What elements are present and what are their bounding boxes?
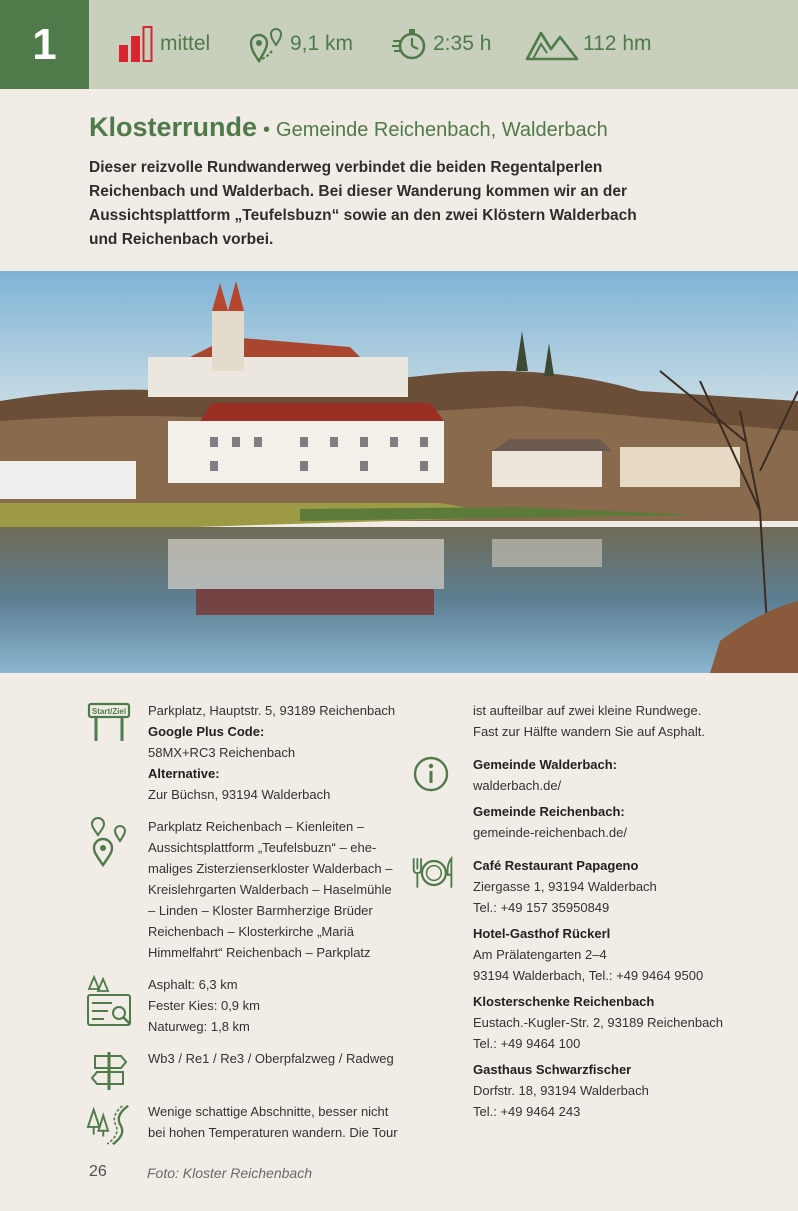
restaurant-name: Gasthaus Schwarzfischer (473, 1062, 632, 1077)
surface-line: Asphalt: 6,3 km (148, 977, 238, 992)
shade-line: ist aufteilbar auf zwei kleine Rundwege. (473, 703, 702, 718)
title-sub: Gemeinde Reichenbach, Walderbach (276, 119, 608, 141)
google-plus-code-value: 58MX+RC3 Reichenbach (148, 745, 296, 760)
start-finish-sign-icon (86, 701, 132, 743)
elevation-stat (525, 24, 652, 64)
restaurant-detail: Tel.: +49 157 35950849 (473, 900, 610, 915)
monastery-landscape-photo (0, 271, 798, 673)
difficulty-bars-icon (118, 25, 156, 63)
photo-credit: Foto: Kloster Reichenbach (147, 1165, 312, 1181)
info-icon (408, 755, 454, 793)
surface-terrain-icon (86, 975, 132, 1031)
stopwatch-icon (391, 25, 429, 63)
start-address: Parkplatz, Hauptstr. 5, 93189 Reichenbach (148, 703, 396, 718)
route-pin-icon (248, 25, 286, 63)
restaurant-detail: Tel.: +49 9464 243 (473, 1104, 581, 1119)
info-name: Gemeinde Reichenbach: (473, 804, 625, 819)
route-line: Reichenbach – Klosterkirche „Mariä (148, 924, 354, 939)
restaurant-icon (410, 855, 456, 891)
intro-line: Dieser reizvolle Rundwanderweg verbindet die beiden Regentalperlen (89, 159, 603, 176)
title-separator: • (263, 119, 271, 141)
tour-title (89, 112, 779, 143)
restaurant-detail: Dorfstr. 18, 93194 Walderbach (473, 1083, 649, 1098)
gastronomy-list (473, 855, 783, 1122)
intro-line: Aussichtsplattform „Teufelsbuzn“ sowie an den zwei Klöstern Walderbach (89, 207, 637, 224)
intro-line: und Reichenbach vorbei. (89, 231, 274, 248)
title-main: Klosterrunde (89, 112, 258, 142)
duration-value: 2:35 h (433, 32, 492, 55)
mountain-icon (525, 25, 579, 63)
surface-info (148, 974, 408, 1037)
distance-stat (248, 24, 353, 64)
route-line: Kreislehrgarten Walderbach – Haselmühle (148, 882, 392, 897)
header-bar (0, 0, 798, 89)
shade-line: Wenige schattige Abschnitte, besser nicht (148, 1104, 389, 1119)
info-link[interactable]: walderbach.de/ (473, 778, 562, 793)
forest-path-icon (86, 1103, 132, 1147)
restaurant-name: Café Restaurant Papageno (473, 858, 639, 873)
info-link[interactable]: gemeinde-reichenbach.de/ (473, 825, 627, 840)
google-plus-code-label: Google Plus Code: (148, 724, 265, 739)
tour-photo (0, 271, 798, 673)
restaurant-detail: Ziergasse 1, 93194 Walderbach (473, 879, 657, 894)
shade-info (148, 1101, 408, 1143)
elevation-value: 112 hm (583, 32, 652, 55)
duration-stat (391, 24, 491, 64)
difficulty-stat (118, 24, 210, 64)
intro-line: Reichenbach und Walderbach. Bei dieser Wanderung kommen wir an der (89, 183, 628, 200)
restaurant-detail: Am Prälatengarten 2–4 (473, 947, 607, 962)
start-finish-sign-text: Start/Ziel (91, 707, 127, 716)
signage-value: Wb3 / Re1 / Re3 / Oberpfalzweg / Radweg (148, 1051, 394, 1066)
intro-paragraph (89, 156, 649, 252)
tour-number: 1 (0, 0, 89, 89)
shade-info-continued (473, 700, 773, 742)
route-line: – Linden – Kloster Barmherzige Brüder (148, 903, 373, 918)
alternative-label: Alternative: (148, 766, 220, 781)
shade-line: bei hohen Temperaturen wandern. Die Tour (148, 1125, 398, 1140)
route-description (148, 816, 408, 963)
restaurant-detail: Tel.: +49 9464 100 (473, 1036, 581, 1051)
page-number: 26 (89, 1163, 107, 1180)
start-info (148, 700, 408, 805)
info-name: Gemeinde Walderbach: (473, 757, 617, 772)
distance-value: 9,1 km (290, 32, 354, 55)
route-line: Aussichtsplattform „Teufelsbuzn“ – ehe- (148, 840, 377, 855)
restaurant-name: Hotel-Gasthof Rückerl (473, 926, 611, 941)
difficulty-value: mittel (160, 32, 211, 55)
signpost-icon (86, 1050, 132, 1092)
restaurant-detail: 93194 Walderbach, Tel.: +49 9464 9500 (473, 968, 704, 983)
route-line: Himmelfahrt“ Reichenbach – Parkplatz (148, 945, 371, 960)
signage-info (148, 1048, 408, 1069)
route-line: Parkplatz Reichenbach – Kienleiten – (148, 819, 365, 834)
info-links (473, 754, 773, 843)
surface-line: Fester Kies: 0,9 km (148, 998, 260, 1013)
restaurant-detail: Eustach.-Kugler-Str. 2, 93189 Reichenbach (473, 1015, 724, 1030)
restaurant-name: Klosterschenke Reichenbach (473, 994, 655, 1009)
route-line: maliges Zisterzienserkloster Walderbach – (148, 861, 393, 876)
alternative-value: Zur Büchsn, 93194 Walderbach (148, 787, 331, 802)
surface-line: Naturweg: 1,8 km (148, 1019, 250, 1034)
waypoints-icon (86, 815, 132, 867)
shade-line: Fast zur Hälfte wandern Sie auf Asphalt. (473, 724, 705, 739)
